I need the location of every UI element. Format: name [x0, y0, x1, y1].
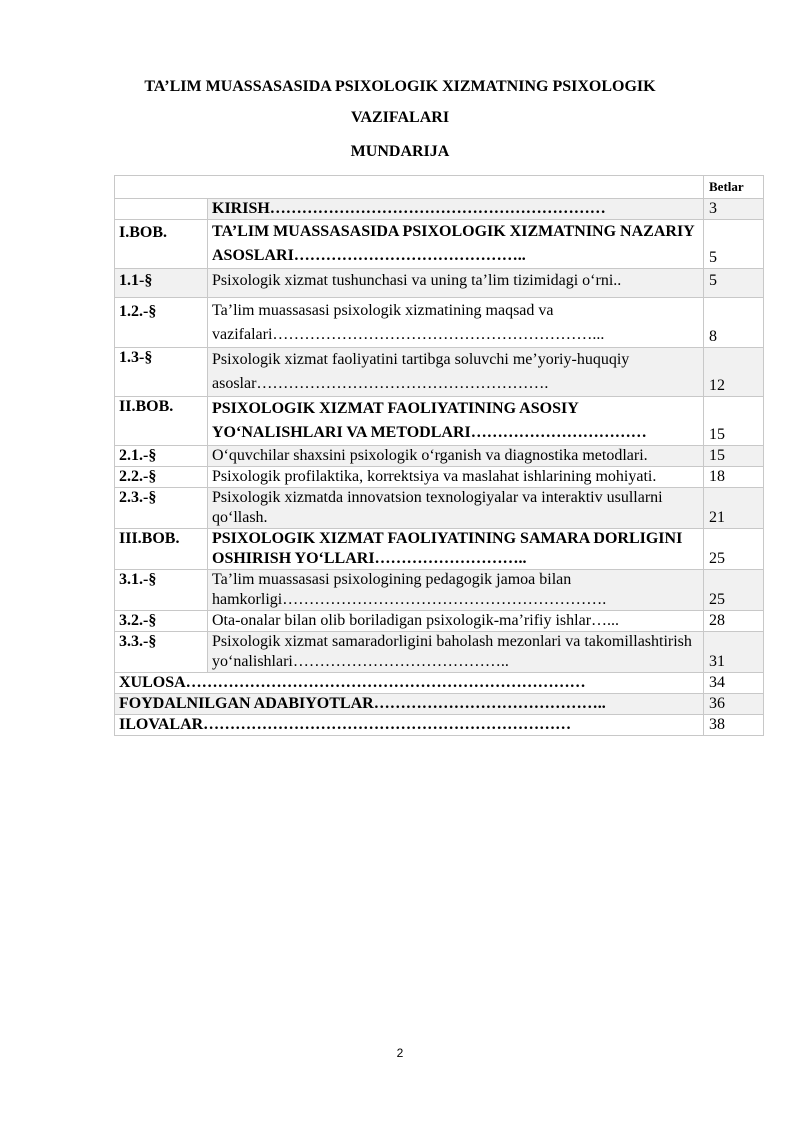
toc-entry-text: PSIXOLOGIK XIZMAT FAOLIYATINING ASOSIY YO‘NALISHLARI VA METODLARI…………………………… [208, 397, 704, 446]
toc-label-cell: II.BOB. [115, 397, 208, 446]
toc-entry-text: Psixologik xizmatda innovatsion texnologiyalar va interaktiv usullarni qo‘llash. [208, 488, 704, 529]
document-title-line-1: TA’LIM MUASSASASIDA PSIXOLOGIK XIZMATNING PSIXOLOGIK [144, 78, 656, 95]
toc-page-number: 15 [704, 397, 764, 446]
toc-entry-text: FOYDALNILGAN ADABIYOTLAR…………………………………….. [115, 694, 704, 715]
toc-entry-text: Ta’lim muassasasi psixologik xizmatining maqsad va vazifalari……………………………………………………... [208, 298, 704, 348]
toc-entry-text: PSIXOLOGIK XIZMAT FAOLIYATINING SAMARA DORLIGINI OSHIRISH YO‘LLARI……………………….. [208, 529, 704, 570]
toc-row-adabiyotlar [115, 694, 764, 715]
toc-row-ilovalar [115, 715, 764, 736]
toc-label-cell [115, 199, 208, 220]
toc-page-number: 28 [704, 611, 764, 632]
toc-header-row [115, 176, 764, 199]
toc-row-kirish [115, 199, 764, 220]
page-number: 2 [396, 1046, 404, 1060]
toc-row-3-2 [115, 611, 764, 632]
toc-row-bob2 [115, 397, 764, 446]
toc-row-3-3 [115, 632, 764, 673]
toc-page-number: 25 [704, 570, 764, 611]
toc-label-cell: III.BOB. [115, 529, 208, 570]
toc-page-number: 15 [704, 446, 764, 467]
toc-label-cell: 2.1.-§ [115, 446, 208, 467]
toc-page-number: 38 [704, 715, 764, 736]
toc-page-number: 31 [704, 632, 764, 673]
toc-row-1-1 [115, 269, 764, 298]
toc-label-cell: 2.3.-§ [115, 488, 208, 529]
toc-entry-text: Ta’lim muassasasi psixologining pedagogik jamoa bilan hamkorligi……………………………………………………. [208, 570, 704, 611]
toc-row-2-2 [115, 467, 764, 488]
toc-page-number: 18 [704, 467, 764, 488]
toc-label-cell: 3.3.-§ [115, 632, 208, 673]
toc-page-number: 5 [704, 269, 764, 298]
toc-page-number: 34 [704, 673, 764, 694]
toc-entry-text: Psixologik xizmat samaradorligini baholash mezonlari va takomillashtirish yo‘nalishlari………………………………….. [208, 632, 704, 673]
toc-row-bob1 [115, 220, 764, 269]
toc-page-number: 21 [704, 488, 764, 529]
toc-entry-text: Ota-onalar bilan olib boriladigan psixologik-ma’rifiy ishlar…... [208, 611, 704, 632]
toc-entry-text: Psixologik xizmat faoliyatini tartibga soluvchi me’yoriy-huquqiy asoslar………………………………………………. [208, 348, 704, 397]
toc-row-2-1 [115, 446, 764, 467]
toc-page-number: 3 [704, 199, 764, 220]
pages-column-label: Betlar [704, 176, 764, 199]
toc-label-cell: I.BOB. [115, 220, 208, 269]
toc-entry-text: ILOVALAR…………………………………………………………… [115, 715, 704, 736]
contents-heading: MUNDARIJA [350, 143, 450, 160]
toc-page-number: 12 [704, 348, 764, 397]
toc-label-cell: 1.2.-§ [115, 298, 208, 348]
toc-label-cell: 2.2.-§ [115, 467, 208, 488]
toc-page-number: 25 [704, 529, 764, 570]
toc-row-xulosa [115, 673, 764, 694]
toc-page-number: 8 [704, 298, 764, 348]
toc-row-2-3 [115, 488, 764, 529]
toc-row-1-3 [115, 348, 764, 397]
toc-entry-text: XULOSA………………………………………………………………… [115, 673, 704, 694]
toc-entry-text: Psixologik profilaktika, korrektsiya va maslahat ishlarining mohiyati. [208, 467, 704, 488]
toc-entry-text: TA’LIM MUASSASASIDA PSIXOLOGIK XIZMATNING NAZARIY ASOSLARI…………………………………….. [208, 220, 704, 269]
toc-entry-text: O‘quvchilar shaxsini psixologik o‘rganish va diagnostika metodlari. [208, 446, 704, 467]
toc-row-bob3 [115, 529, 764, 570]
toc-header-blank [115, 176, 704, 199]
document-title-line-2: VAZIFALARI [350, 109, 450, 126]
toc-entry-text: Psixologik xizmat tushunchasi va uning ta’lim tizimidagi o‘rni.. [208, 269, 704, 298]
toc-page-number: 5 [704, 220, 764, 269]
toc-label-cell: 3.1.-§ [115, 570, 208, 611]
toc-page-number: 36 [704, 694, 764, 715]
toc-label-cell: 3.2.-§ [115, 611, 208, 632]
toc-entry-text: KIRISH……………………………………………………… [208, 199, 704, 220]
toc-row-3-1 [115, 570, 764, 611]
toc-label-cell: 1.3-§ [115, 348, 208, 397]
toc-label-cell: 1.1-§ [115, 269, 208, 298]
table-of-contents [114, 175, 764, 736]
toc-row-1-2 [115, 298, 764, 348]
